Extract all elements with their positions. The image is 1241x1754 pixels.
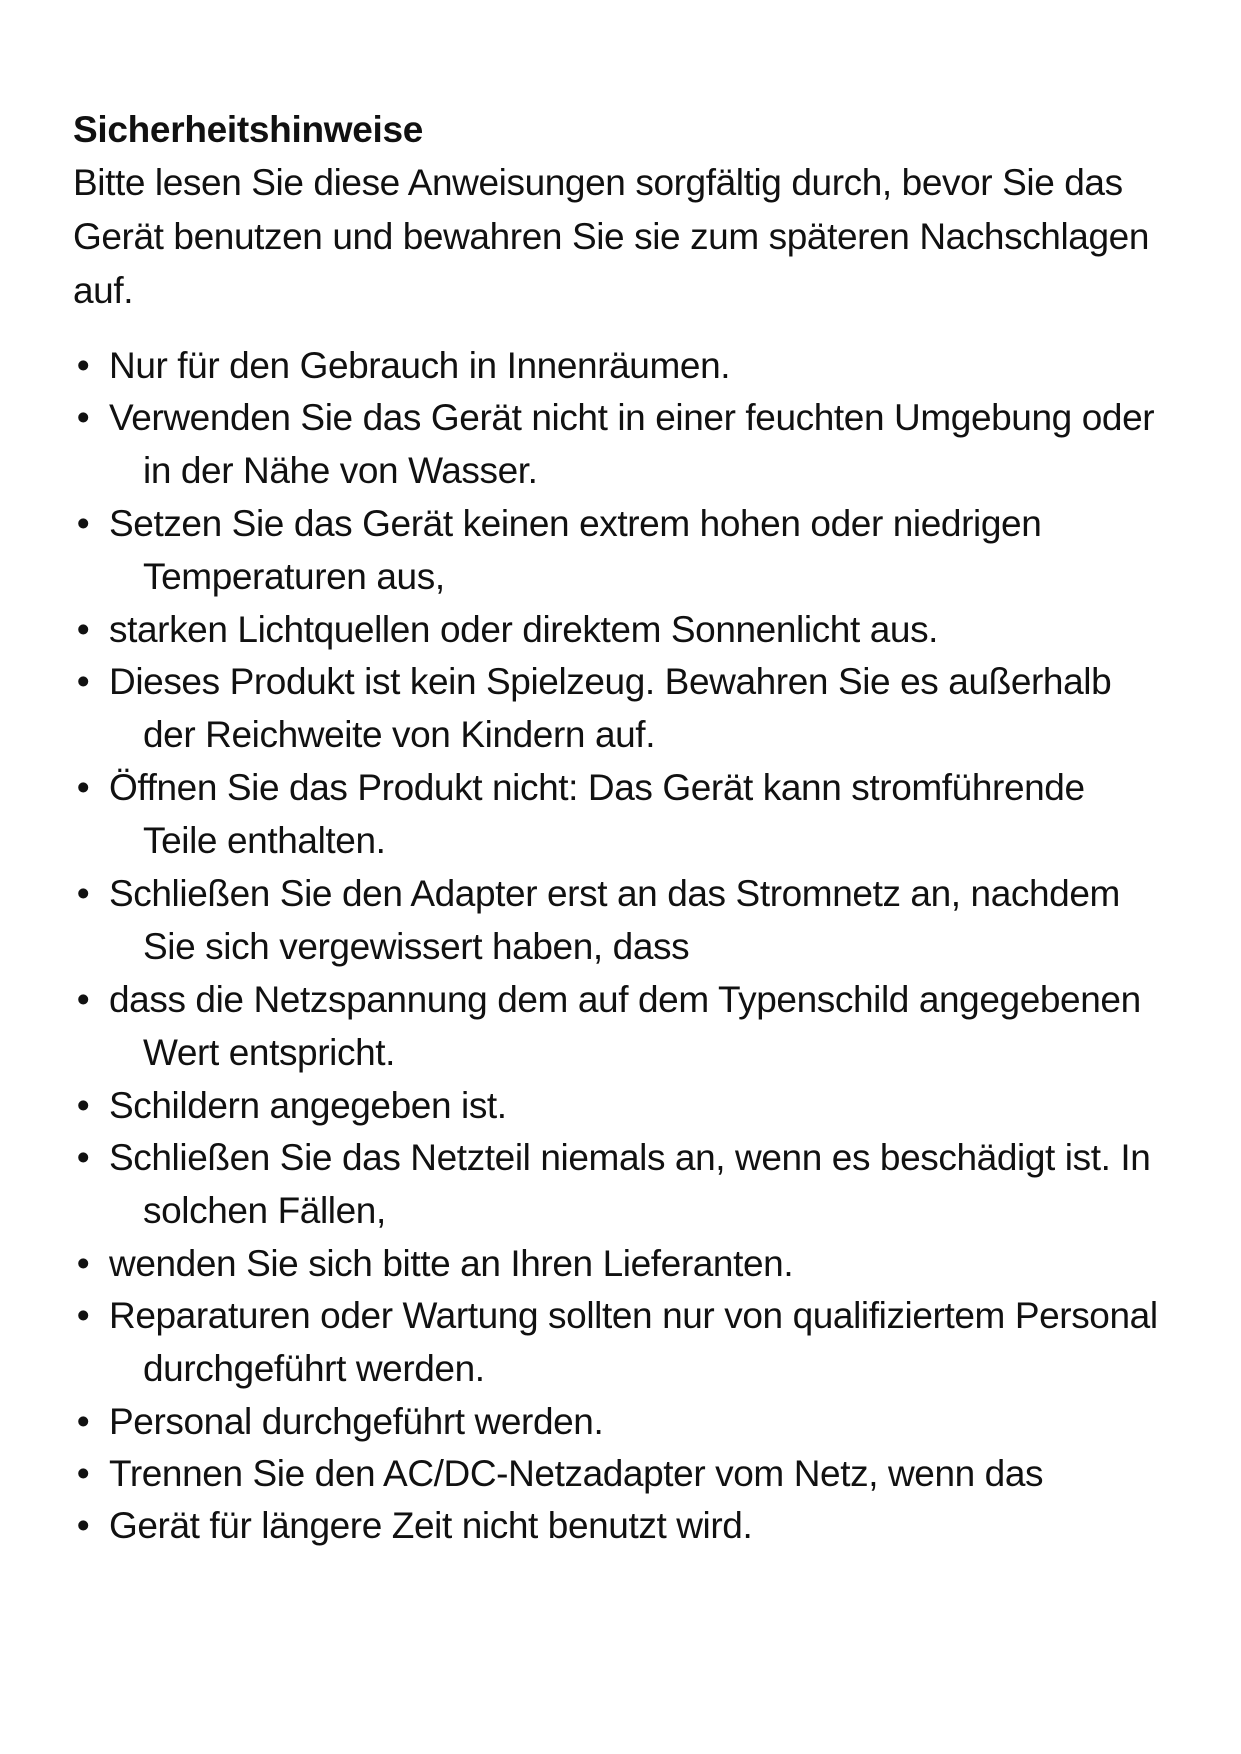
list-item-text: Nur für den Gebrauch in Innenräumen. (109, 345, 731, 386)
bullet-icon: • (76, 609, 90, 650)
bullet-icon: • (76, 1085, 90, 1126)
safety-list (73, 340, 1163, 1552)
list-item-continuation: Teile enthalten. (143, 820, 386, 861)
bullet-icon: • (76, 1453, 90, 1494)
list-item (73, 656, 1163, 762)
bullet-icon: • (76, 1401, 90, 1442)
bullet-icon: • (76, 1295, 90, 1336)
bullet-icon: • (76, 1505, 90, 1546)
list-item-text: Schließen Sie den Adapter erst an das Stromnetz an, nachdem (109, 873, 1120, 914)
list-item (73, 868, 1163, 974)
list-item-text: wenden Sie sich bitte an Ihren Lieferanten. (109, 1243, 794, 1284)
list-item-text: starken Lichtquellen oder direktem Sonnenlicht aus. (109, 609, 939, 650)
list-item-continuation: durchgeführt werden. (143, 1348, 485, 1389)
intro-paragraph (73, 156, 1163, 318)
bullet-icon: • (76, 661, 90, 702)
list-item (73, 1290, 1163, 1396)
list-item (73, 1500, 1163, 1552)
list-item-text: dass die Netzspannung dem auf dem Typenschild angegebenen (109, 979, 1141, 1020)
list-item (73, 1238, 1163, 1290)
bullet-icon: • (76, 873, 90, 914)
list-item (73, 604, 1163, 656)
list-item (73, 974, 1163, 1080)
list-item-text: Schließen Sie das Netzteil niemals an, wenn es beschädigt ist. In (109, 1137, 1151, 1178)
list-item (73, 762, 1163, 868)
list-item (73, 498, 1163, 604)
list-item-text: Öffnen Sie das Produkt nicht: Das Gerät kann stromführende (109, 767, 1085, 808)
bullet-icon: • (76, 1137, 90, 1178)
list-item-text: Trennen Sie den AC/DC-Netzadapter vom Netz, wenn das (109, 1453, 1044, 1494)
list-item (73, 392, 1163, 498)
list-item-continuation: solchen Fällen, (143, 1190, 386, 1231)
list-item-continuation: in der Nähe von Wasser. (143, 450, 538, 491)
list-item-continuation: der Reichweite von Kindern auf. (143, 714, 656, 755)
list-item-text: Setzen Sie das Gerät keinen extrem hohen oder niedrigen (109, 503, 1042, 544)
list-item (73, 1080, 1163, 1132)
list-item-text: Schildern angegeben ist. (109, 1085, 507, 1126)
list-item-text: Gerät für längere Zeit nicht benutzt wird. (109, 1505, 753, 1546)
list-item-text: Verwenden Sie das Gerät nicht in einer feuchten Umgebung oder (109, 397, 1155, 438)
list-item (73, 1396, 1163, 1448)
bullet-icon: • (76, 397, 90, 438)
list-item-continuation: Sie sich vergewissert haben, dass (143, 926, 690, 967)
list-item-text: Personal durchgeführt werden. (109, 1401, 604, 1442)
bullet-icon: • (76, 1243, 90, 1284)
list-item-continuation: Temperaturen aus, (143, 556, 445, 597)
list-item (73, 1132, 1163, 1238)
document-page (73, 108, 1163, 1552)
list-item-text: Dieses Produkt ist kein Spielzeug. Bewahren Sie es außerhalb (109, 661, 1112, 702)
bullet-icon: • (76, 767, 90, 808)
list-item-continuation: Wert entspricht. (143, 1032, 396, 1073)
document-title: Sicherheitshinweise (73, 109, 424, 150)
list-item (73, 340, 1163, 392)
bullet-icon: • (76, 979, 90, 1020)
list-item (73, 1448, 1163, 1500)
bullet-icon: • (76, 345, 90, 386)
intro-line: auf. (73, 270, 134, 311)
intro-line: Gerät benutzen und bewahren Sie sie zum späteren Nachschlagen (73, 216, 1150, 257)
intro-line: Bitte lesen Sie diese Anweisungen sorgfältig durch, bevor Sie das (73, 162, 1123, 203)
list-item-text: Reparaturen oder Wartung sollten nur von qualifiziertem Personal (109, 1295, 1158, 1336)
bullet-icon: • (76, 503, 90, 544)
